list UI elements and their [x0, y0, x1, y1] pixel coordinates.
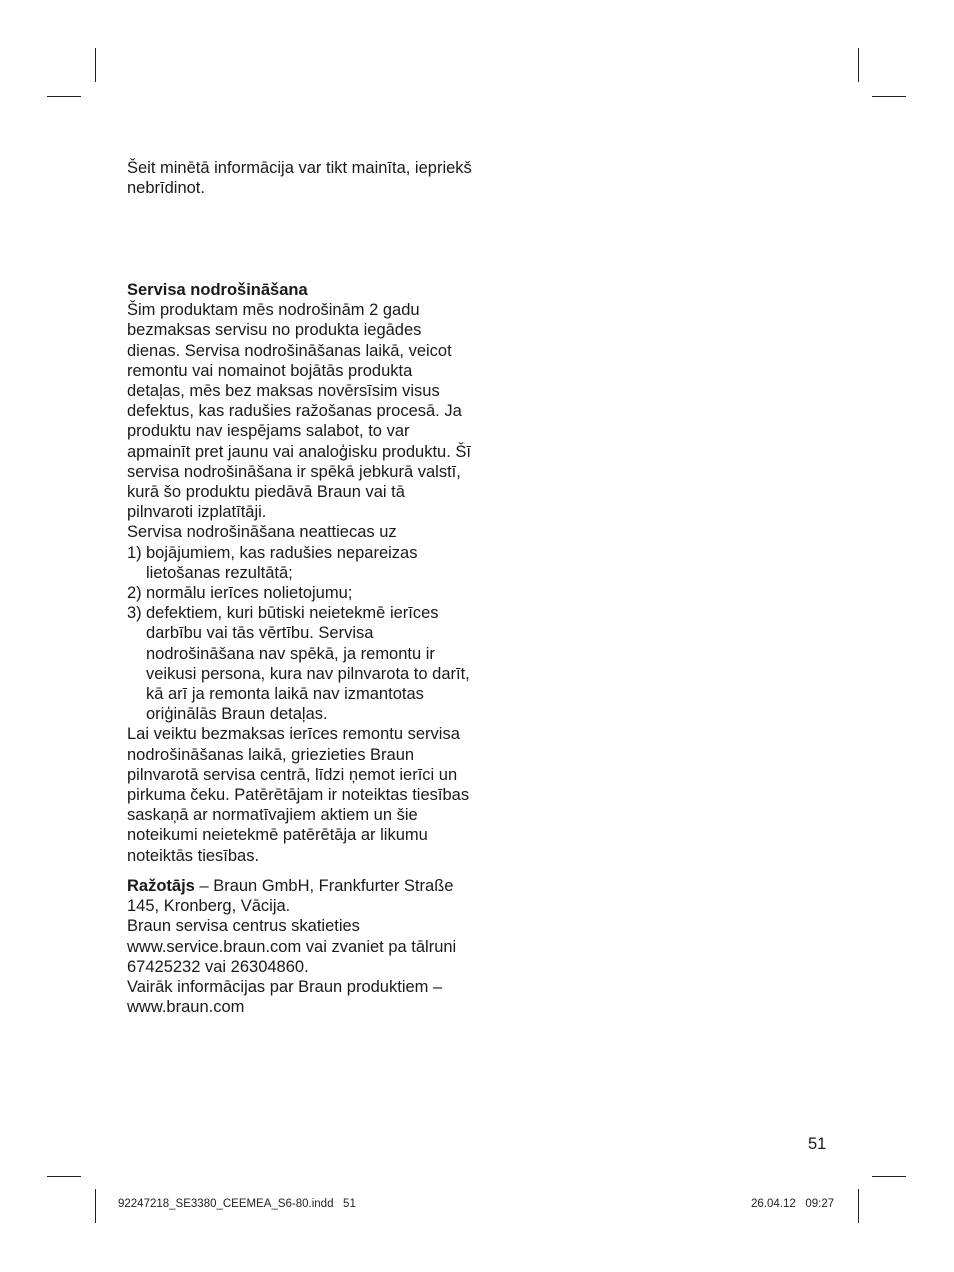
manufacturer-info [127, 876, 472, 916]
list-text: bojājumiem, kas radušies nepareizas lietošanas rezultātā; [146, 543, 418, 582]
print-slug-datetime: 26.04.12 09:27 [751, 1198, 835, 1210]
manufacturer-address: – Braun GmbH, Frankfurter Straße 145, Kronberg, Vācija. [127, 876, 454, 916]
list-item [127, 543, 472, 583]
service-centers-text: Braun servisa centrus skatieties www.service.braun.com vai zvaniet pa tālruni 67425232 vai 26304860. [127, 917, 457, 976]
list-text: defektiem, kuri būtiski neietekmē ierīces darbību vai tās vērtību. Servisa nodrošināšana nav spēkā, ja remontu ir veikusi persona, kura nav pilnvarota to darīt, kā arī ja remonta laikā nav izmantotas oriģinālās Braun detaļas. [146, 604, 470, 724]
crop-mark [47, 96, 81, 97]
exclusions-intro: Servisa nodrošināšana neattiecas uz [127, 523, 397, 542]
list-number: 3) [127, 604, 142, 623]
list-number: 2) [127, 584, 142, 603]
more-info-text: Vairāk informācijas par Braun produktiem – www.braun.com [127, 977, 443, 1017]
crop-mark [95, 1189, 96, 1223]
crop-mark [872, 96, 906, 97]
intro-text: Šeit minētā informācija var tikt mainīta, iepriekš nebrīdinot. [127, 159, 472, 198]
crop-mark [872, 1176, 906, 1177]
crop-mark [95, 48, 96, 82]
list-item [127, 583, 472, 603]
section-heading: Servisa nodrošināšana [127, 281, 308, 299]
list-number: 1) [127, 543, 142, 562]
crop-mark [47, 1176, 81, 1177]
list-item [127, 603, 472, 724]
list-text: normālu ierīces nolietojumu; [146, 584, 353, 603]
crop-mark [858, 48, 859, 82]
page-number: 51 [808, 1135, 827, 1153]
repair-paragraph: Lai veiktu bezmaksas ierīces remontu servisa nodrošināšanas laikā, griezieties Braun pilnvarotā servisa centrā, līdzi ņemot ierīci un pirkuma čeku. Patērētājam ir noteiktas tiesības saskaņā ar normatīvajiem aktiem un šie noteikumi neietekmē patērētāja ar likumu noteiktās tiesības. [127, 725, 470, 865]
service-paragraph: Šim produktam mēs nodrošinām 2 gadu bezmaksas servisu no produkta iegādes dienas. Servisa nodrošināšanas laikā, veicot remontu vai nomainot bojātās produkta detaļas, mēs bez maksas novērsīsim visus defektus, kas radušies ražošanas procesā. Ja produktu nav iespējams salabot, to var apmainīt pret jaunu vai analoģisku produktu. Šī servisa nodrošināšana ir spēkā jebkurā valstī, kurā šo produktu piedāvā Braun vai tā pilnvaroti izplatītāji. [127, 301, 471, 522]
intro-note [127, 158, 472, 198]
manufacturer-label: Ražotājs [127, 876, 195, 895]
print-slug-file: 92247218_SE3380_CEEMEA_S6-80.indd 51 [118, 1198, 356, 1210]
exclusions-list [127, 543, 472, 725]
crop-mark [858, 1189, 859, 1223]
service-section [127, 280, 472, 1017]
